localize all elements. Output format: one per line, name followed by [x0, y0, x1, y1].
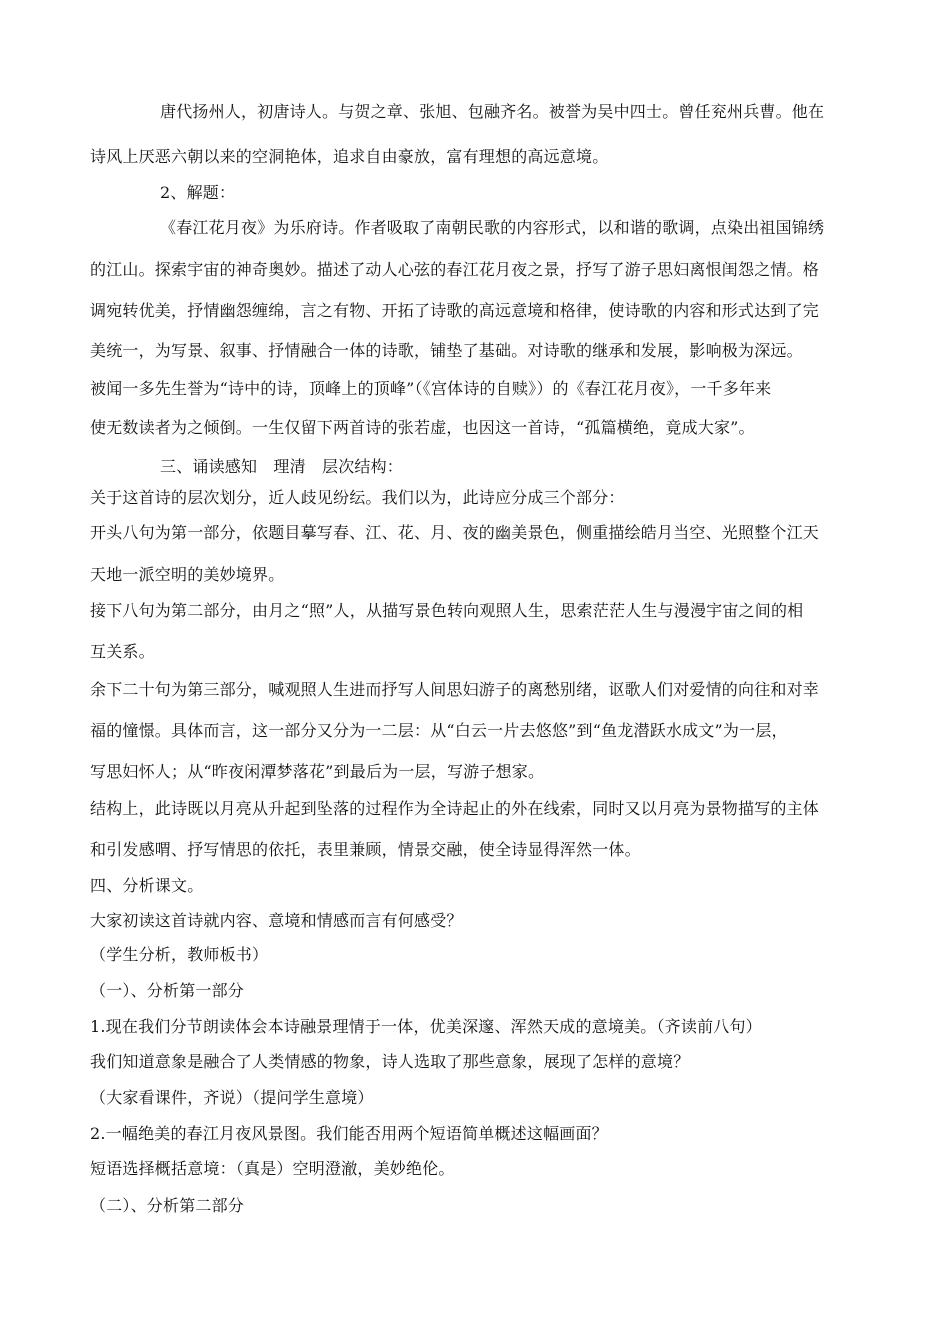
subsection-heading: （二）、分析第二部分 — [90, 1196, 245, 1215]
paragraph-line: 开头八句为第一部分，依题目摹写春、江、花、月、夜的幽美景色，侧重描绘皓月当空、光照整个江天 — [90, 523, 820, 542]
paragraph-line: （大家看课件，齐说）（提问学生意境） — [90, 1088, 374, 1107]
paragraph-line: 余下二十句为第三部分，喊观照人生进而抒写人间思妇游子的离愁别绪，讴歌人们对爱情的向往和对幸 — [90, 680, 820, 699]
paragraph-line: 结构上，此诗既以月亮从升起到坠落的过程作为全诗起止的外在线索，同时又以月亮为景物描写的主体 — [90, 799, 820, 818]
paragraph-line: 唐代扬州人，初唐诗人。与贺之章、张旭、包融齐名。被誉为吴中四士。曾任兖州兵曹。他在 — [160, 102, 825, 121]
section-heading: 四、分析课文。 — [90, 876, 204, 895]
paragraph-line: 大家初读这首诗就内容、意境和情感而言有何感受？ — [90, 911, 463, 930]
paragraph-line: 《春江花月夜》为乐府诗。作者吸取了南朝民歌的内容形式，以和谐的歌调，点染出祖国锦绣 — [160, 218, 825, 237]
paragraph-line: （学生分析，教师板书） — [90, 945, 269, 964]
paragraph-line: 天地一派空明的美妙境界。 — [90, 565, 285, 584]
paragraph-line: 接下八句为第二部分，由月之“照”人，从描写景色转向观照人生，思索茫茫人生与漫漫宇宙之间的相 — [90, 601, 804, 620]
paragraph-line: 的江山。探索宇宙的神奇奥妙。描述了动人心弦的春江花月夜之景，抒写了游子思妇离恨闺怨之情。格 — [90, 260, 820, 279]
paragraph-line: 2.一幅绝美的春江月夜风景图。我们能否用两个短语简单概述这幅画面？ — [90, 1124, 608, 1143]
paragraph-line: 和引发感喟、抒写情思的依托，表里兼顾，情景交融，使全诗显得浑然一体。 — [90, 840, 641, 859]
paragraph-line: 美统一，为写景、叙事、抒情融合一体的诗歌，铺垫了基础。对诗歌的继承和发展，影响极为深远。 — [90, 341, 803, 360]
paragraph-line: 1.现在我们分节朗读体会本诗融景理情于一体，优美深邃、浑然天成的意境美。（齐读前八句） — [90, 1017, 762, 1036]
section-heading: 2、解题： — [160, 183, 236, 202]
subsection-heading: （一）、分析第一部分 — [90, 981, 245, 1000]
paragraph-line: 写思妇怀人；从“昨夜闲潭梦落花”到最后为一层，写游子想家。 — [90, 762, 545, 781]
paragraph-line: 调宛转优美，抒情幽怨缠绵，言之有物、开拓了诗歌的高远意境和格律，使诗歌的内容和形式达到了完 — [90, 301, 820, 320]
paragraph-line: 短语选择概括意境：（真是）空明澄澈，美妙绝伦。 — [90, 1159, 455, 1178]
section-heading: 三、诵读感知 理清 层次结构： — [160, 457, 404, 476]
paragraph-line: 被闻一多先生誉为“诗中的诗，顶峰上的顶峰”（《宫体诗的自赎》）的《春江花月夜》，一千多年来 — [90, 379, 772, 398]
paragraph-line: 我们知道意象是融合了人类情感的物象，诗人选取了那些意象，展现了怎样的意境？ — [90, 1052, 690, 1071]
paragraph-line: 福的憧憬。具体而言，这一部分又分为一二层：从“白云一片去悠悠”到“鱼龙潜跃水成文”为一层， — [90, 721, 788, 740]
paragraph-line: 诗风上厌恶六朝以来的空洞艳体，追求自由豪放，富有理想的高远意境。 — [90, 147, 609, 166]
paragraph-line: 使无数读者为之倾倒。一生仅留下两首诗的张若虚，也因这一首诗，“孤篇横绝，竟成大家”。 — [90, 418, 755, 437]
paragraph-line: 关于这首诗的层次划分，近人歧见纷纭。我们以为，此诗应分成三个部分： — [90, 488, 625, 507]
paragraph-line: 互关系。 — [90, 642, 155, 661]
